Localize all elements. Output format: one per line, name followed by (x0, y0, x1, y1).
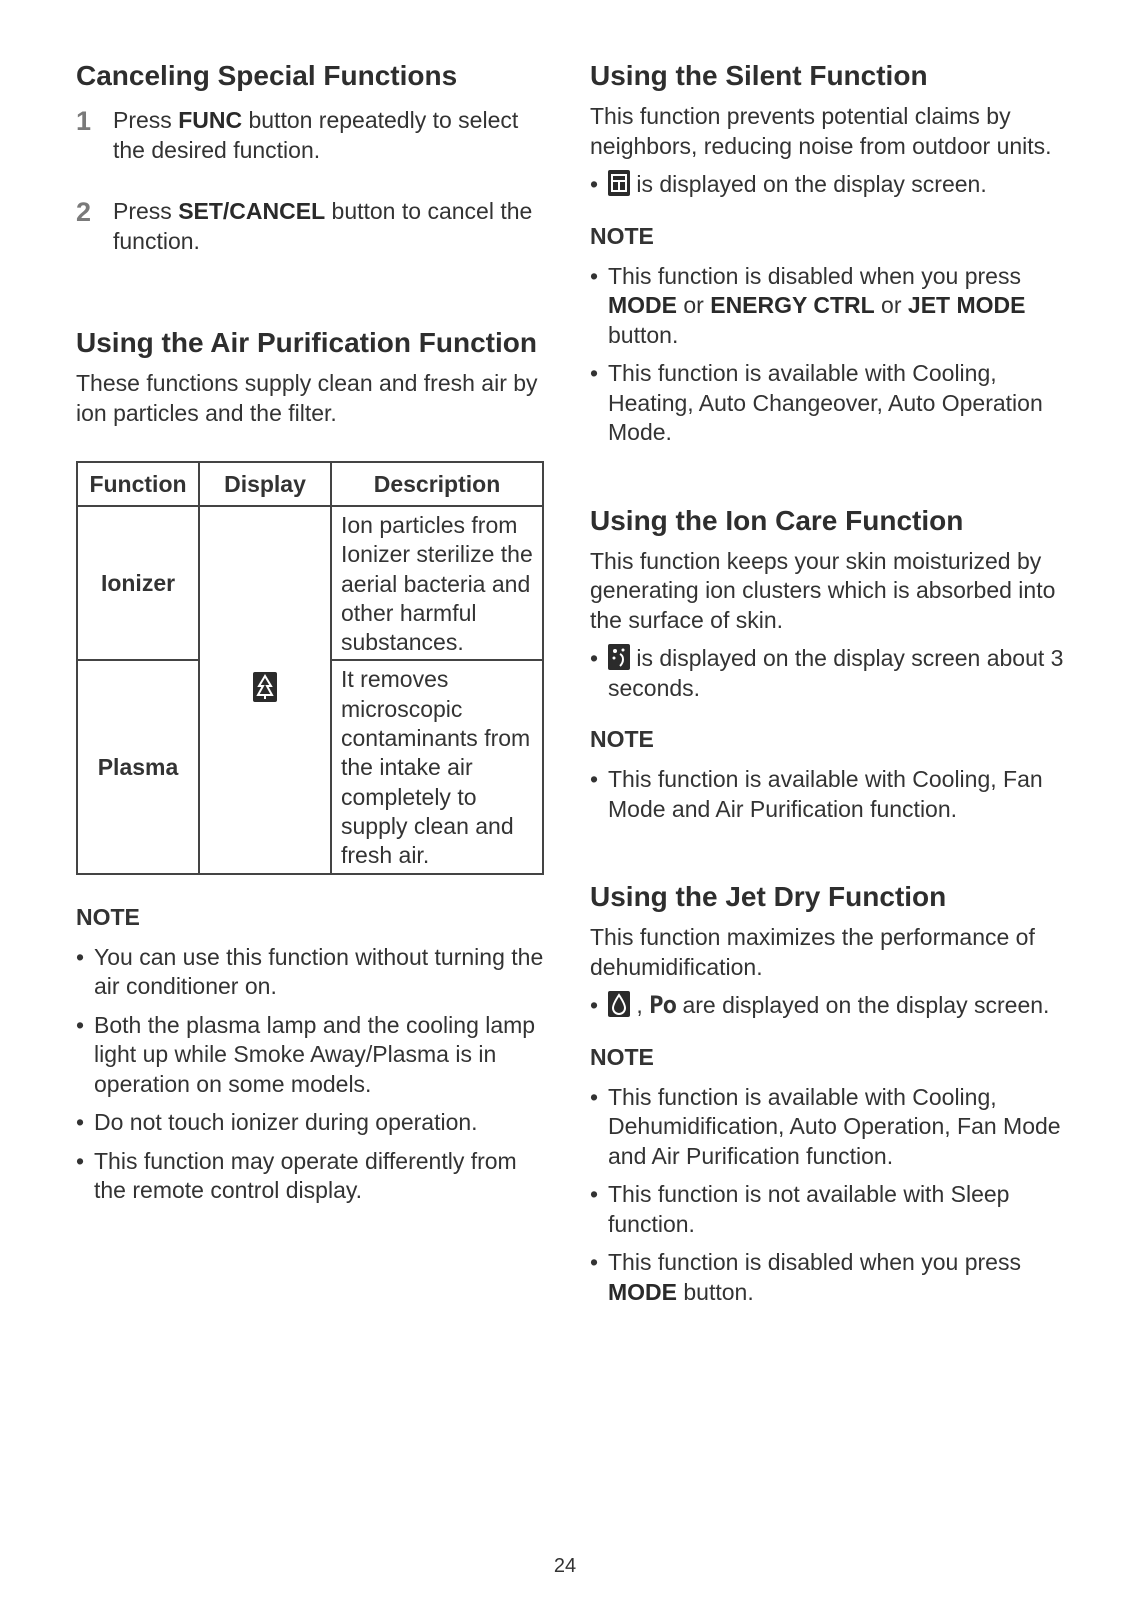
bullet-icon: • (76, 1011, 85, 1038)
display-text: is displayed on the display screen about 3 seconds. (608, 645, 1064, 701)
note-heading: NOTE (590, 726, 654, 752)
note-item (590, 765, 1070, 824)
button-name: FUNC (178, 107, 243, 133)
ion-care-intro: This function keeps your skin moisturized by generating ion clusters which is absorbed into the surface of skin. (590, 547, 1056, 633)
section-title-air-purification: Using the Air Purification Function (76, 327, 537, 358)
note-heading: NOTE (590, 222, 654, 249)
section-title-canceling: Canceling Special Functions (76, 60, 458, 91)
section-title-jet-dry: Using the Jet Dry Function (590, 881, 947, 912)
separator-text: , (636, 992, 650, 1018)
note-text: Both the plasma lamp and the cooling lamp light up while Smoke Away/Plasma is in operation on some models. (94, 1011, 536, 1097)
note-item (590, 359, 1070, 448)
note-text: You can use this function without turning the air conditioner on. (94, 943, 544, 1000)
display-cell (199, 506, 331, 874)
note-heading: NOTE (76, 903, 140, 930)
note-item (590, 1180, 1070, 1239)
step-number: 1 (76, 106, 92, 136)
note-text: or (677, 292, 711, 318)
note-text: button. (608, 321, 679, 348)
bullet-icon: • (590, 1083, 599, 1110)
jet-dry-icon (608, 992, 636, 1018)
po-display-icon: Po (649, 991, 677, 1019)
note-item (590, 262, 1070, 351)
note-text: Do not touch ionizer during operation. (94, 1109, 478, 1136)
ion-display-item (590, 644, 1070, 703)
step-2 (76, 197, 544, 256)
jet-dry-intro: This function maximizes the performance of dehumidification. (590, 924, 1035, 980)
note-text: This function is not available with Sleep function. (608, 1181, 1010, 1237)
note-text: This function is available with Cooling, Heating, Auto Changeover, Auto Operation Mode. (608, 360, 1043, 445)
note-text: This function is available with Cooling, Dehumidification, Auto Operation, Fan Mode and Air Purification function. (608, 1083, 1061, 1169)
bullet-icon: • (590, 1181, 599, 1207)
right-column (590, 58, 1070, 1307)
button-name: SET/CANCEL (178, 198, 326, 224)
button-name: JET MODE (907, 292, 1026, 318)
note-item (590, 1248, 1070, 1307)
air-purification-icon (253, 681, 277, 707)
function-table (76, 461, 544, 875)
note-item (76, 943, 544, 1002)
bullet-icon: • (590, 171, 599, 197)
step-text: button to cancel the function. (113, 198, 533, 254)
note-text: This function is disabled when you press (608, 1249, 1021, 1275)
left-column (76, 58, 544, 1206)
bullet-icon: • (590, 766, 599, 792)
bullet-icon: • (590, 992, 599, 1018)
silent-intro: This function prevents potential claims by neighbors, reducing noise from outdoor units. (590, 103, 1052, 159)
note-text: This function is disabled when you press (608, 262, 1021, 289)
description-ionizer: Ion particles from Ionizer sterilize the aerial bacteria and other harmful substances. (331, 506, 543, 660)
note-item (76, 1011, 544, 1100)
air-purification-intro: These functions supply clean and fresh air by ion particles and the filter. (76, 370, 538, 426)
page-number: 24 (553, 1555, 577, 1577)
note-text: This function is available with Cooling, Fan Mode and Air Purification function. (608, 766, 1043, 822)
header-description: Description (331, 462, 543, 506)
bullet-icon: • (76, 943, 85, 970)
display-text: is displayed on the display screen. (636, 171, 987, 197)
step-number: 2 (76, 197, 92, 227)
note-item (76, 1108, 544, 1138)
bullet-icon: • (590, 1249, 599, 1275)
step-text: button repeatedly to select the desired function. (113, 107, 519, 163)
bullet-icon: • (76, 1147, 85, 1174)
display-text: are displayed on the display screen. (676, 992, 1050, 1018)
function-ionizer: Ionizer (77, 506, 199, 660)
header-display: Display (199, 462, 331, 506)
jet-display-item (590, 991, 1070, 1021)
button-name: MODE (608, 292, 677, 318)
note-heading: NOTE (590, 1043, 654, 1070)
silent-display-item (590, 170, 1070, 200)
note-text: This function may operate differently from the remote control display. (94, 1147, 517, 1204)
note-text: button. (677, 1278, 754, 1305)
button-name: MODE (608, 1278, 677, 1305)
section-title-ion-care: Using the Ion Care Function (590, 504, 964, 536)
bullet-icon: • (590, 360, 599, 386)
note-item (590, 1083, 1070, 1172)
button-name: ENERGY CTRL (710, 292, 875, 318)
table-row (77, 506, 543, 660)
silent-icon (608, 171, 636, 197)
step-1 (76, 106, 544, 165)
bullet-icon: • (590, 262, 599, 289)
function-plasma: Plasma (77, 660, 199, 873)
section-title-silent: Using the Silent Function (590, 60, 928, 91)
step-text: Press (113, 107, 179, 133)
step-text: Press (113, 198, 179, 224)
description-plasma: It removes microscopic contaminants from the intake air completely to supply clean and fresh air. (331, 660, 543, 873)
bullet-icon: • (590, 645, 599, 671)
bullet-icon: • (76, 1109, 85, 1136)
table-header-row (77, 462, 543, 506)
note-item (76, 1147, 544, 1206)
note-text: or (874, 292, 908, 318)
header-function: Function (77, 462, 199, 506)
ion-care-icon (608, 645, 636, 671)
